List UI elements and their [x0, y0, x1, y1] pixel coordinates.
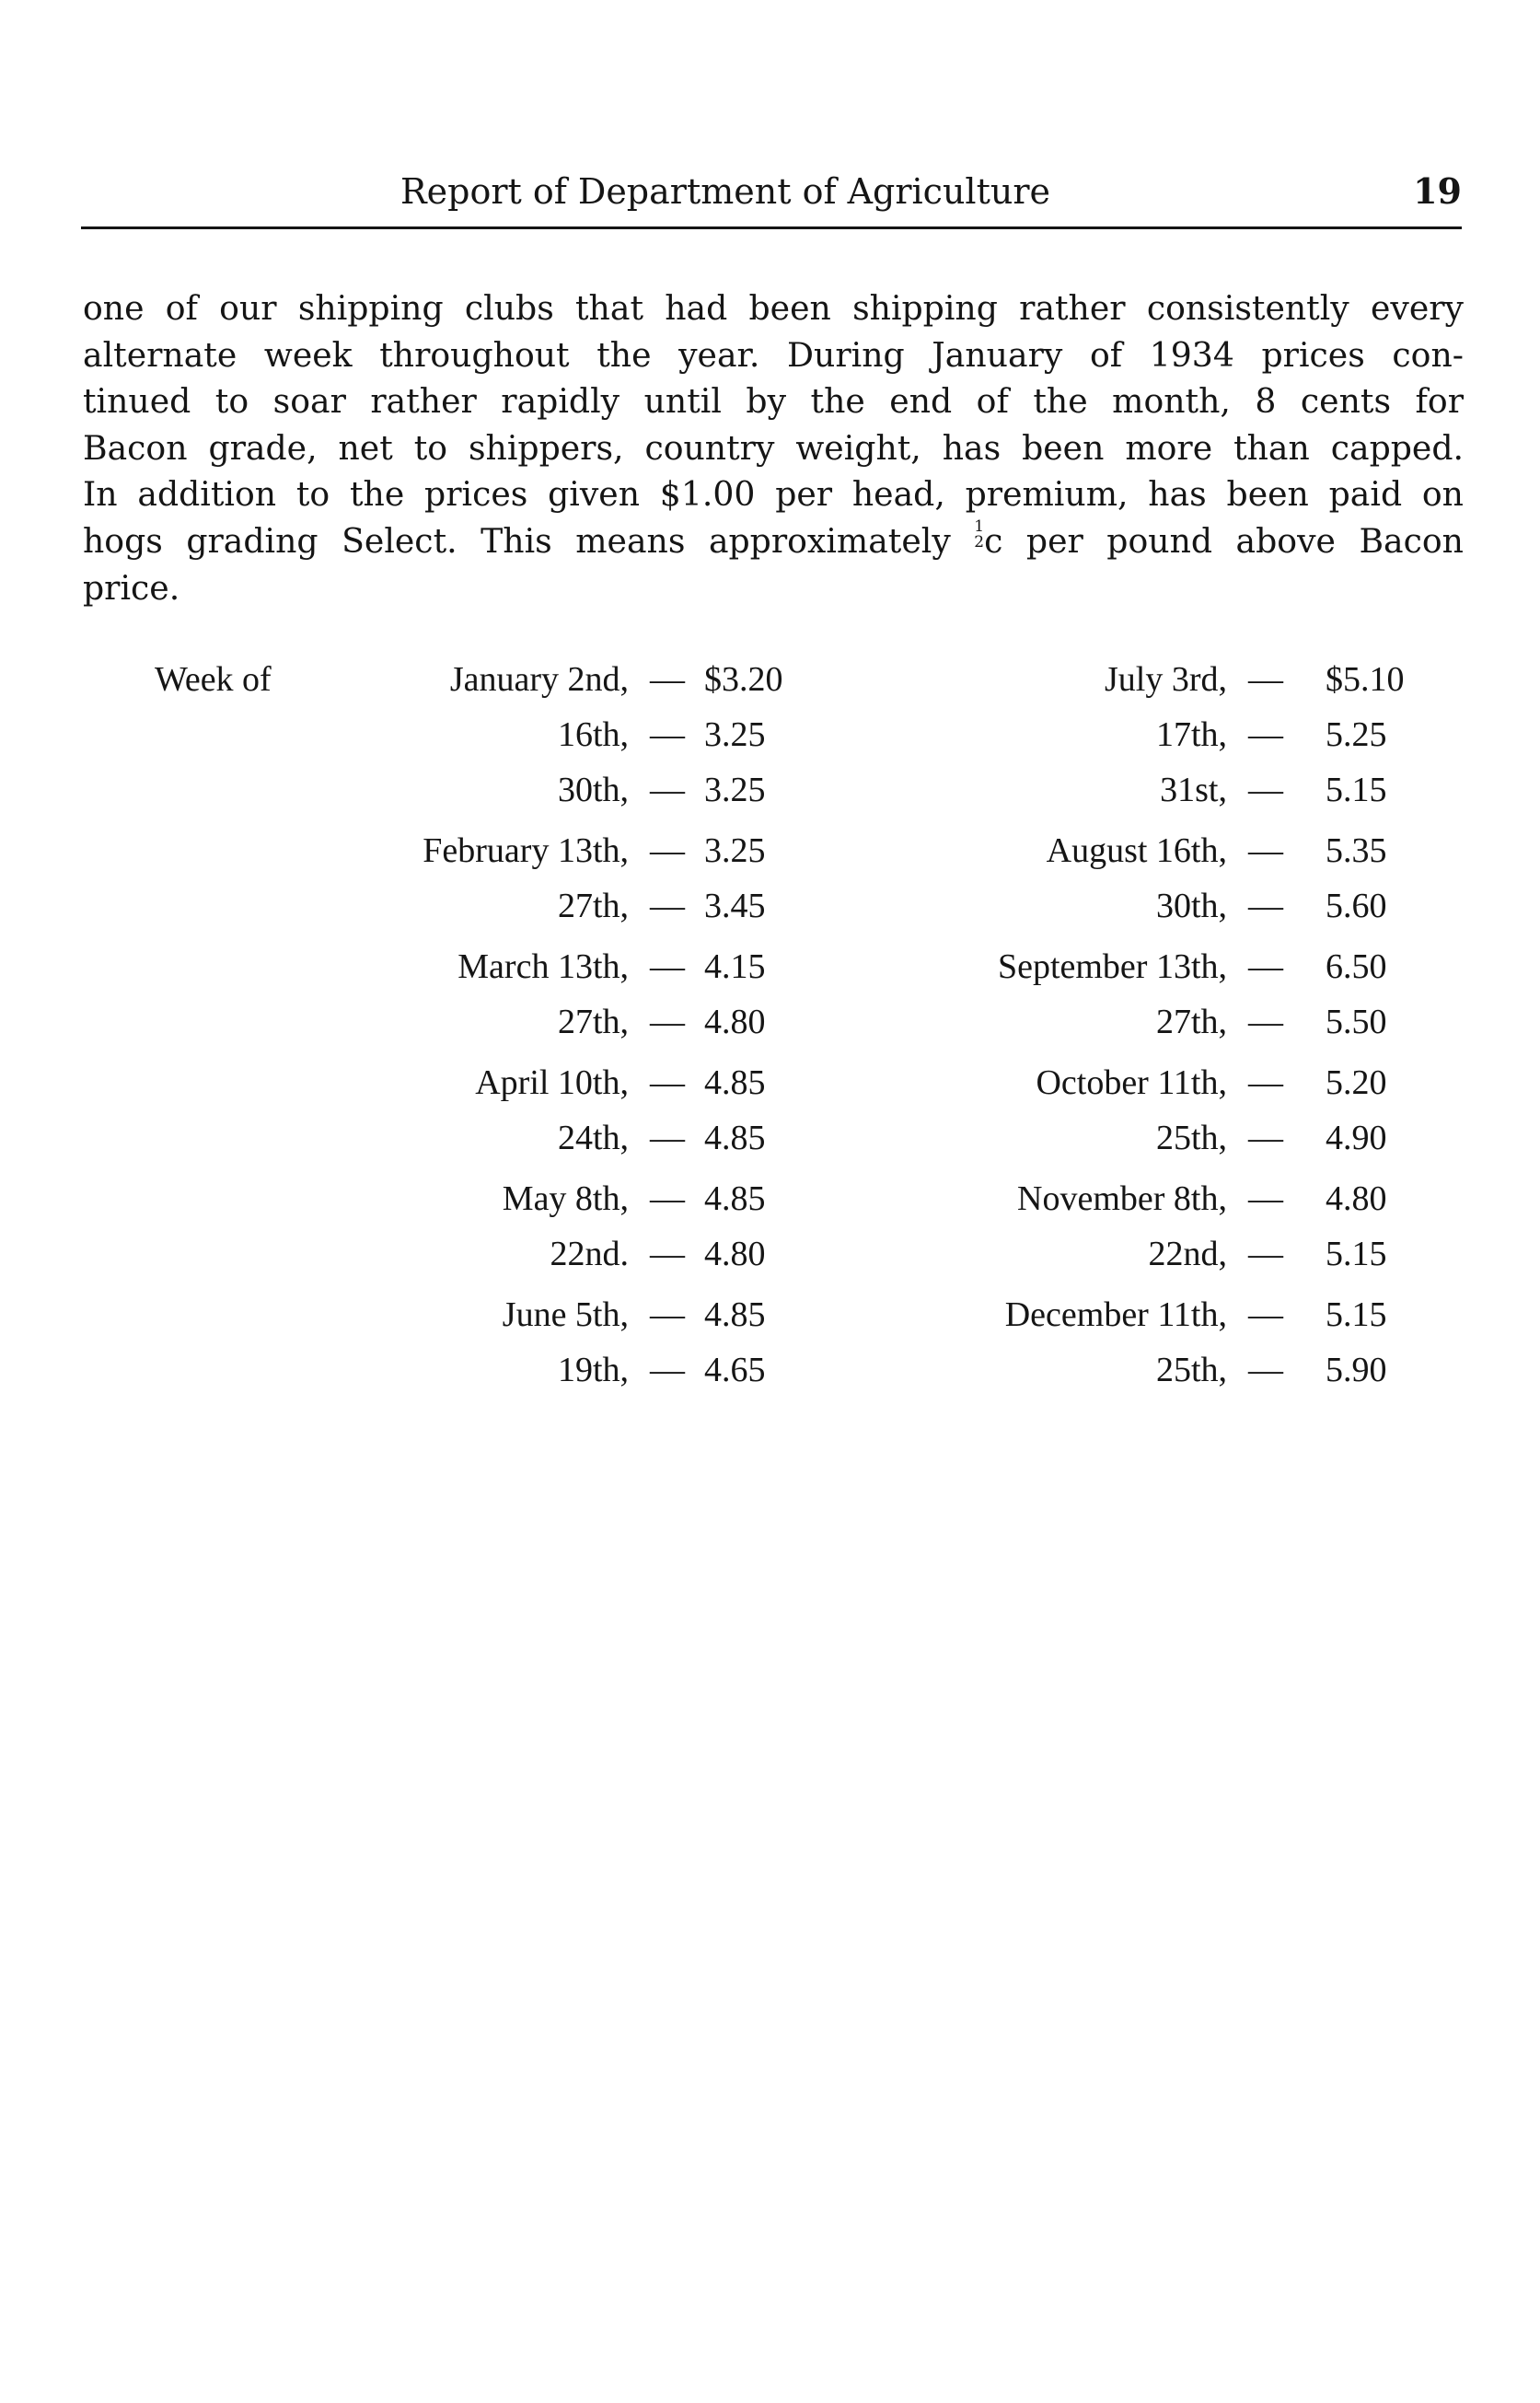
- price-row: [0, 1110, 1540, 1166]
- fraction-numerator: 1: [974, 517, 985, 536]
- right-week-date: July 3rd,: [1105, 660, 1227, 699]
- left-week-date: 24th,: [557, 1119, 629, 1157]
- body-line: alternate week throughout the year. During January of 1934 prices con-: [83, 334, 1464, 375]
- right-dash: —: [1248, 1119, 1283, 1157]
- left-price: 3.25: [704, 771, 766, 809]
- right-week-date: September 13th,: [997, 947, 1227, 986]
- right-dash: —: [1248, 1235, 1283, 1273]
- right-dash: —: [1248, 831, 1283, 870]
- right-dash: —: [1248, 1003, 1283, 1041]
- left-price: 4.80: [704, 1003, 766, 1041]
- left-dash: —: [650, 660, 685, 699]
- body-line: [83, 518, 1464, 565]
- right-price: 5.15: [1326, 771, 1387, 809]
- left-week-date: 27th,: [557, 1003, 629, 1041]
- left-price: 4.80: [704, 1235, 766, 1273]
- price-row: [0, 762, 1540, 818]
- running-title: Report of Department of Agriculture: [400, 171, 1050, 212]
- left-price: 4.85: [704, 1295, 766, 1334]
- left-price: 4.15: [704, 947, 766, 986]
- left-price: 4.85: [704, 1179, 766, 1218]
- right-week-date: November 8th,: [1017, 1179, 1227, 1218]
- left-week-date: January 2nd,: [449, 660, 629, 699]
- left-week-date: 30th,: [557, 771, 629, 809]
- body-line: In addition to the prices given $1.00 per head, premium, has been paid on: [83, 474, 1464, 515]
- price-row: [0, 823, 1540, 878]
- left-dash: —: [650, 1351, 685, 1389]
- right-price: 5.15: [1326, 1295, 1387, 1334]
- left-week-date: May 8th,: [502, 1179, 629, 1218]
- left-dash: —: [650, 1119, 685, 1157]
- right-week-date: 17th,: [1155, 715, 1227, 754]
- right-price: 6.50: [1326, 947, 1387, 986]
- fraction-denominator: 2: [974, 532, 985, 551]
- right-week-date: 22nd,: [1148, 1235, 1227, 1273]
- left-week-date: 16th,: [557, 715, 629, 754]
- right-price: 5.90: [1326, 1351, 1387, 1389]
- page-number: 19: [1413, 170, 1462, 212]
- left-dash: —: [650, 1003, 685, 1041]
- price-row: [0, 707, 1540, 762]
- left-dash: —: [650, 831, 685, 870]
- right-price: 5.25: [1326, 715, 1387, 754]
- right-dash: —: [1248, 1295, 1283, 1334]
- right-dash: —: [1248, 1179, 1283, 1218]
- body-line: tinued to soar rather rapidly until by the end of the month, 8 cents for: [83, 381, 1464, 422]
- right-dash: —: [1248, 887, 1283, 925]
- left-dash: —: [650, 1295, 685, 1334]
- price-row: [0, 878, 1540, 934]
- header-rule: [81, 226, 1462, 229]
- price-row: [0, 994, 1540, 1050]
- right-week-date: 25th,: [1155, 1119, 1227, 1157]
- left-week-date: March 13th,: [457, 947, 629, 986]
- body-line: Bacon grade, net to shippers, country weight, has been more than capped.: [83, 427, 1464, 468]
- left-week-date: April 10th,: [475, 1063, 629, 1102]
- right-dash: —: [1248, 947, 1283, 986]
- right-dash: —: [1248, 715, 1283, 754]
- right-price: 4.80: [1326, 1179, 1387, 1218]
- right-price: 5.20: [1326, 1063, 1387, 1102]
- right-week-date: 27th,: [1155, 1003, 1227, 1041]
- left-week-date: 22nd.: [550, 1235, 629, 1273]
- left-dash: —: [650, 771, 685, 809]
- right-dash: —: [1248, 660, 1283, 699]
- right-price: 4.90: [1326, 1119, 1387, 1157]
- left-week-date: 19th,: [557, 1351, 629, 1389]
- body-line-start: hogs grading Select. This means approximately: [83, 520, 975, 561]
- left-price: 3.25: [704, 831, 766, 870]
- fraction-half: [974, 519, 984, 551]
- right-week-date: December 11th,: [1004, 1295, 1227, 1334]
- left-price: 4.85: [704, 1063, 766, 1102]
- left-price: 4.85: [704, 1119, 766, 1157]
- left-dash: —: [650, 1235, 685, 1273]
- right-week-date: October 11th,: [1036, 1063, 1227, 1102]
- right-week-date: August 16th,: [1046, 831, 1227, 870]
- right-price: 5.35: [1326, 831, 1387, 870]
- price-row: [0, 1055, 1540, 1110]
- right-dash: —: [1248, 1351, 1283, 1389]
- body-line: one of our shipping clubs that had been shipping rather consistently every: [83, 288, 1464, 328]
- right-week-date: 31st,: [1160, 771, 1227, 809]
- right-price: $5.10: [1326, 660, 1405, 699]
- right-dash: —: [1248, 771, 1283, 809]
- left-dash: —: [650, 1063, 685, 1102]
- price-row: [0, 652, 1540, 707]
- right-week-date: 25th,: [1155, 1351, 1227, 1389]
- left-price: $3.20: [704, 660, 783, 699]
- right-price: 5.15: [1326, 1235, 1387, 1273]
- price-row: [0, 939, 1540, 994]
- left-dash: —: [650, 715, 685, 754]
- left-week-date: February 13th,: [423, 831, 629, 870]
- right-week-date: 30th,: [1155, 887, 1227, 925]
- left-dash: —: [650, 947, 685, 986]
- right-price: 5.50: [1326, 1003, 1387, 1041]
- week-of-label: Week of: [155, 660, 272, 699]
- price-row: [0, 1171, 1540, 1226]
- body-line-end: c per pound above Bacon: [984, 520, 1464, 561]
- left-price: 4.65: [704, 1351, 766, 1389]
- left-price: 3.45: [704, 887, 766, 925]
- body-paragraph: [83, 285, 1464, 611]
- body-line: price.: [83, 567, 180, 608]
- left-week-date: June 5th,: [502, 1295, 629, 1334]
- right-price: 5.60: [1326, 887, 1387, 925]
- page-header: [81, 164, 1462, 219]
- left-dash: —: [650, 887, 685, 925]
- left-price: 3.25: [704, 715, 766, 754]
- left-week-date: 27th,: [557, 887, 629, 925]
- right-dash: —: [1248, 1063, 1283, 1102]
- price-row: [0, 1287, 1540, 1342]
- price-row: [0, 1226, 1540, 1282]
- price-row: [0, 1342, 1540, 1398]
- left-dash: —: [650, 1179, 685, 1218]
